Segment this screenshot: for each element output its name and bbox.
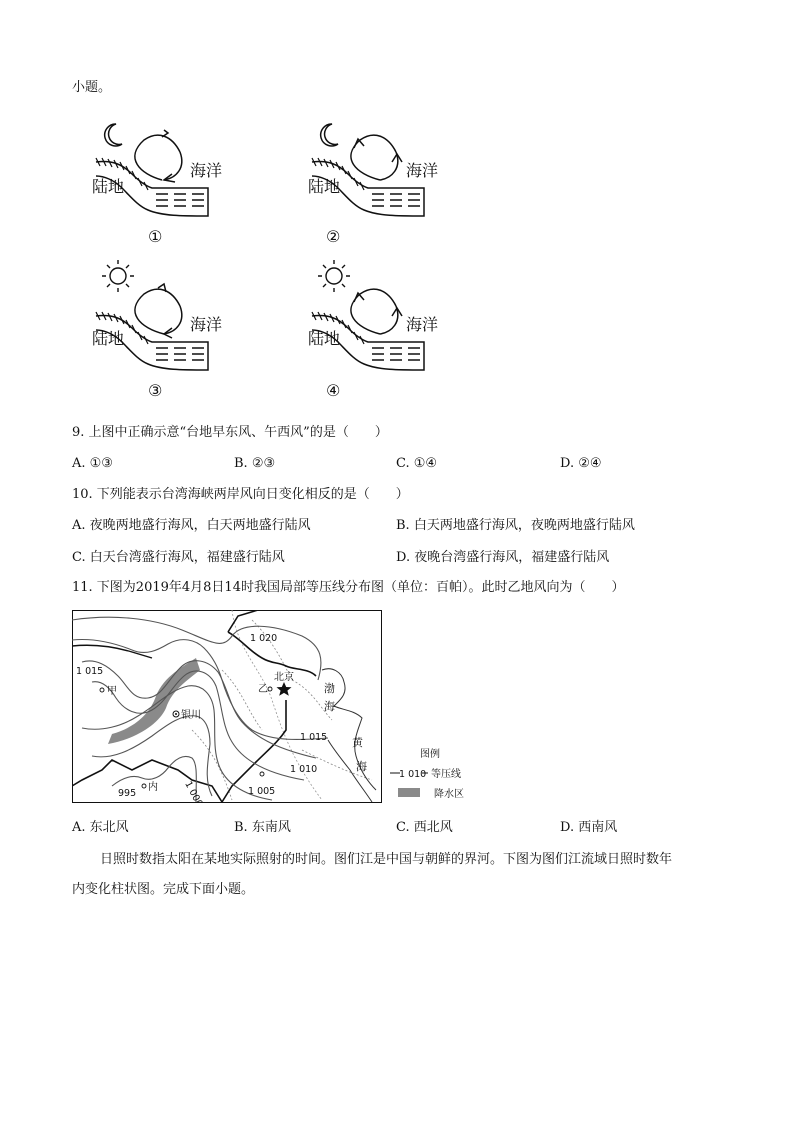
q11-stem: 11. 下图为2019年4月8日14时我国局部等压线分布图（单位：百帕）。此时乙地风向为（ ） bbox=[72, 580, 625, 595]
land-label: 陆地 bbox=[308, 329, 341, 348]
isobar-label-1020: 1 020 bbox=[250, 633, 278, 644]
circulation-arrow-icon bbox=[351, 135, 402, 180]
diagram-label: ① bbox=[148, 227, 163, 246]
rain-legend-swatch bbox=[398, 788, 420, 797]
circulation-arrow-icon bbox=[351, 289, 402, 334]
passage-line-1: 日照时数指太阳在某地实际照射的时间。图们江是中国与朝鲜的界河。下图为图们江流域日照时数年 bbox=[100, 852, 673, 867]
huanghai-label-1: 黄 bbox=[352, 736, 363, 749]
sun-icon bbox=[102, 260, 134, 292]
q10-option-c[interactable]: C. 白天台湾盛行海风，福建盛行陆风 bbox=[72, 550, 285, 565]
ocean-label: 海洋 bbox=[190, 315, 223, 334]
jia-label: 甲 bbox=[107, 686, 117, 697]
diagram-label: ③ bbox=[148, 381, 163, 398]
q9-option-b[interactable]: B. ②③ bbox=[234, 456, 276, 471]
legend-isobar-sample: 1 010 bbox=[399, 769, 427, 780]
circulation-arrow-icon bbox=[135, 130, 182, 182]
q11-option-a[interactable]: A. 东北风 bbox=[72, 820, 129, 835]
legend-rain-label: 降水区 bbox=[434, 789, 464, 800]
isobar-label-995: 995 bbox=[118, 788, 137, 799]
q9-stem: 9. 上图中正确示意“台地早东风、午西风”的是（ ） bbox=[72, 425, 388, 440]
q10-option-b[interactable]: B. 白天两地盛行海风，夜晚两地盛行陆风 bbox=[396, 518, 635, 533]
diagram-label: ② bbox=[326, 227, 341, 246]
ocean-label: 海洋 bbox=[190, 161, 223, 180]
isobar-label-1015-west: 1 015 bbox=[76, 666, 104, 677]
bohai-label-1: 渤 bbox=[324, 682, 335, 695]
ocean-label: 海洋 bbox=[406, 161, 439, 180]
isobar-map bbox=[72, 610, 382, 803]
legend-title: 图例 bbox=[420, 749, 440, 760]
q11-option-d[interactable]: D. 西南风 bbox=[560, 820, 618, 835]
legend-isobar-label: 等压线 bbox=[431, 769, 461, 780]
isobar-label-1010: 1 010 bbox=[290, 764, 318, 775]
passage-line-2: 内变化柱状图。完成下面小题。 bbox=[72, 882, 255, 897]
nei-label: 内 bbox=[148, 782, 158, 793]
q9-option-a[interactable]: A. ①③ bbox=[72, 456, 113, 471]
diagram-4 bbox=[308, 258, 448, 398]
q10-option-d[interactable]: D. 夜晚台湾盛行海风，福建盛行陆风 bbox=[396, 550, 610, 565]
q9-option-c[interactable]: C. ①④ bbox=[396, 456, 438, 471]
isobar-label-1005: 1 005 bbox=[248, 786, 276, 797]
ocean-label: 海洋 bbox=[406, 315, 439, 334]
diagram-label: ④ bbox=[326, 381, 341, 398]
intro-tail: 小题。 bbox=[72, 80, 112, 95]
land-label: 陆地 bbox=[92, 177, 125, 196]
diagram-2 bbox=[308, 118, 448, 246]
q11-option-b[interactable]: B. 东南风 bbox=[234, 820, 291, 835]
beijing-label: 北京 bbox=[274, 672, 294, 683]
isobar-label-1015-east: 1 015 bbox=[300, 732, 328, 743]
q11-option-c[interactable]: C. 西北风 bbox=[396, 820, 453, 835]
circulation-arrow-icon bbox=[135, 284, 182, 338]
land-label: 陆地 bbox=[92, 329, 125, 348]
bohai-label-2: 海 bbox=[324, 700, 335, 713]
yinchuan-label: 银川 bbox=[181, 710, 201, 721]
huanghai-label-2: 海 bbox=[356, 760, 367, 773]
map-legend bbox=[388, 745, 478, 805]
q10-stem: 10. 下列能表示台湾海峡两岸风向日变化相反的是（ ） bbox=[72, 487, 409, 502]
moon-icon bbox=[105, 124, 122, 146]
q10-option-a[interactable]: A. 夜晚两地盛行海风，白天两地盛行陆风 bbox=[72, 518, 311, 533]
moon-icon bbox=[321, 124, 338, 146]
isobar-label-1000: 1 000 bbox=[182, 779, 205, 803]
land-label: 陆地 bbox=[308, 177, 341, 196]
sun-icon bbox=[318, 260, 350, 292]
q9-option-d[interactable]: D. ②④ bbox=[560, 456, 602, 471]
diagram-3 bbox=[92, 258, 232, 398]
yi-label: 乙 bbox=[258, 684, 268, 695]
diagram-1 bbox=[92, 118, 232, 246]
